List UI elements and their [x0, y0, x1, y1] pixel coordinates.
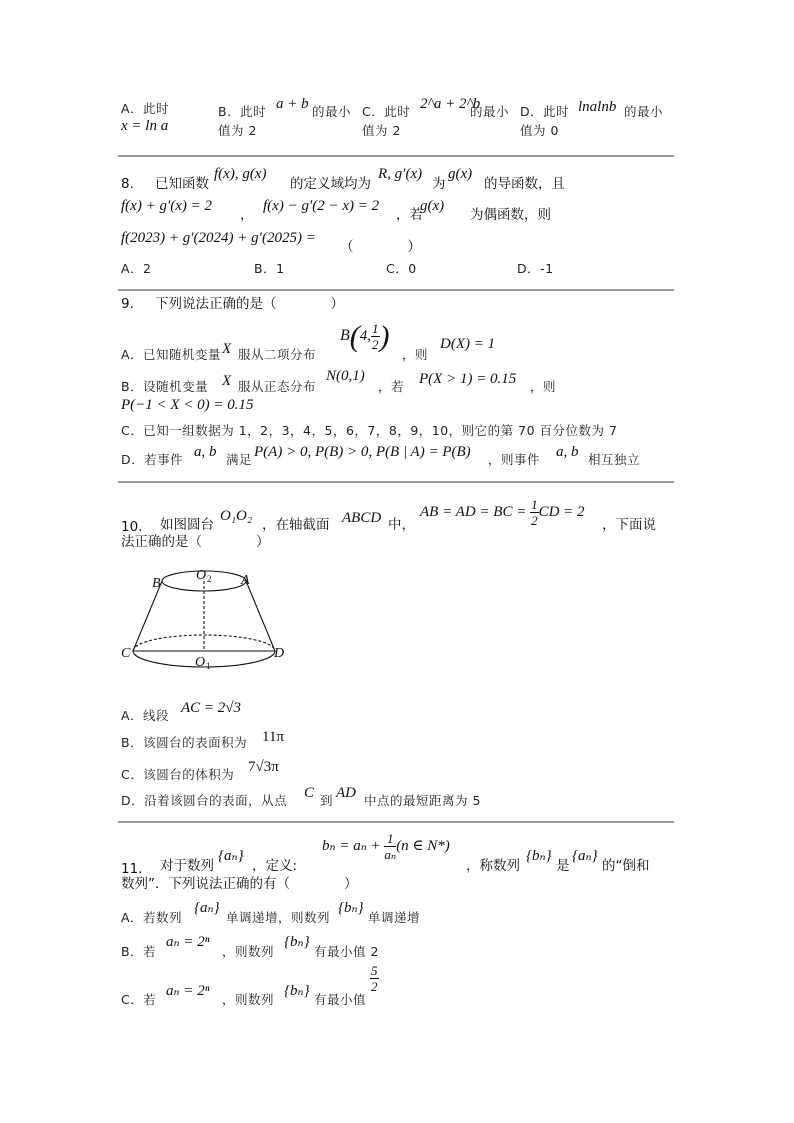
label-d: D	[274, 646, 285, 661]
q7-option-c-line2: 值为 2	[362, 123, 401, 138]
q9-option-d-label: D．若事件	[121, 452, 184, 467]
q11-option-c-text: ，则数列	[222, 992, 275, 1007]
slant-line-right	[246, 581, 275, 651]
q9-option-a-text: ，则	[402, 347, 429, 362]
q9-binomial-fraction: $\frac{1}{2}$	[372, 320, 379, 352]
q9-option-a-math: D(X) = 1	[440, 336, 496, 352]
q10-text: ，下面说	[602, 517, 656, 533]
divider	[118, 821, 674, 823]
label-o2: O	[196, 568, 207, 583]
q11-math: {bₙ}	[526, 848, 552, 864]
q10-equation-left: AB = AD = BC =	[420, 503, 527, 520]
q11-option-c-math: aₙ = 2ⁿ	[166, 983, 210, 999]
frustum-figure	[118, 565, 298, 675]
q8-option-b: B．1	[254, 261, 285, 276]
q9-option-b-label: B．设随机变量	[121, 379, 209, 394]
q10-option-b-math: 11π	[262, 729, 285, 745]
q9-option-b-text: 服从正态分布	[238, 379, 317, 394]
q8-text: ，	[240, 207, 254, 223]
q10-option-d-math: AD	[336, 785, 356, 801]
label-b: B	[152, 576, 161, 591]
q10-text: ，在轴截面	[262, 517, 330, 533]
q9-option-b-text: ，则	[530, 379, 557, 394]
q8-option-a: A．2	[121, 261, 152, 276]
q8-math: f(x) − g′(2 − x) = 2	[263, 198, 380, 214]
q10-option-c-math: 7√3π	[248, 759, 279, 775]
slant-line-left	[133, 581, 162, 651]
q7-option-b-tail: 的最小	[312, 104, 352, 119]
label-o1-subscript: 1	[206, 661, 211, 671]
q8-math: f(x), g(x)	[214, 166, 267, 182]
q7-option-c-math: 2^a + 2^b	[420, 96, 481, 112]
q7-option-c-tail: 的最小	[470, 104, 510, 119]
q9-option-b-text: ，若	[378, 379, 405, 394]
q9-option-b-math: P(−1 < X < 0) = 0.15	[121, 397, 254, 413]
q8-text: 的导函数，且	[484, 176, 565, 192]
q11-option-b-label: B．若	[121, 944, 157, 959]
q10-option-c-label: C．该圆台的体积为	[121, 767, 235, 782]
q8-text: 的定义域均为	[290, 176, 371, 192]
q8-math: g(x)	[420, 198, 445, 214]
q8-math: g(x)	[448, 166, 473, 182]
q10-math	[420, 498, 585, 527]
label-a: A	[241, 573, 250, 588]
q10-option-d-text: 到	[320, 793, 334, 808]
q10-math: O₁O₂	[220, 508, 253, 524]
q8-math: f(2023) + g′(2024) + g′(2025) =	[121, 230, 316, 246]
q9-option-d-math: a, b	[194, 444, 217, 460]
q8-option-d: D．-1	[517, 261, 554, 276]
q9-option-a-label: A．已知随机变量	[121, 347, 222, 362]
q8-option-c: C．0	[386, 261, 417, 276]
q9-option-d-text: 满足	[226, 452, 253, 467]
q9-binomial-args: 4,	[359, 328, 372, 344]
q11-option-a-math: {aₙ}	[194, 900, 220, 916]
q11-definition	[322, 832, 450, 861]
q11-option-c-label: C．若	[121, 992, 157, 1007]
divider	[118, 481, 674, 483]
q11-option-b-text: ，则数列	[222, 944, 275, 959]
q9-option-a-math: B(4, $\frac{1}{2}$ )	[340, 320, 390, 353]
q9-option-c: C．已知一组数据为 1，2，3，4，5，6，7，8，9，10，则它的第 70 百分位数为 7	[121, 423, 618, 438]
q11-option-c-fraction: $\frac{5}{2}$	[371, 963, 378, 994]
label-o2-subscript: 2	[207, 574, 212, 584]
q10-option-a-label: A．线段	[121, 708, 170, 723]
q7-option-d-math: lnalnb	[578, 99, 617, 115]
q10-text: 如图圆台	[160, 517, 214, 533]
q9-binomial-B: B	[340, 327, 350, 344]
q8-number: 8.	[121, 176, 134, 192]
q8-math: f(x) + g′(x) = 2	[121, 198, 212, 214]
q8-answer-paren: （ ）	[340, 239, 421, 255]
q9-option-d-math: a, b	[556, 444, 579, 460]
q11-text: ，称数列	[466, 858, 520, 874]
q9-option-b-math: X	[222, 373, 232, 389]
q7-option-d-line2: 值为 0	[520, 123, 559, 138]
q10-option-d-text: 中点的最短距离为 5	[364, 793, 481, 808]
q9-option-b-math: N(0,1)	[326, 368, 365, 384]
q9-option-d-text: 相互独立	[588, 452, 641, 467]
q11-option-a-math: {bₙ}	[338, 900, 364, 916]
q11-number: 11.	[121, 861, 143, 877]
q9-number: 9.	[121, 296, 134, 312]
q11-definition-right: (n ∈ N*)	[396, 837, 450, 854]
q9-option-d-math: P(A) > 0, P(B) > 0, P(B | A) = P(B)	[254, 444, 471, 460]
q11-text: 数列”．下列说法正确的有（ ）	[121, 876, 358, 892]
q11-option-a-label: A．若数列	[121, 910, 183, 925]
q9-option-b-math: P(X > 1) = 0.15	[419, 371, 517, 387]
q10-equation-fraction: $\frac{1}{2}$	[531, 497, 538, 528]
q7-option-b-label: B．此时	[218, 104, 267, 119]
q10-text: 法正确的是（ ）	[121, 534, 270, 550]
q10-math: ABCD	[342, 510, 382, 526]
q8-text: 为	[432, 176, 446, 192]
q7-option-b-math: a + b	[276, 96, 309, 112]
q7-option-a-label: A．此时	[121, 101, 170, 116]
q9-stem: 下列说法正确的是（ ）	[155, 296, 344, 312]
q9-option-a-math: X	[222, 341, 232, 357]
q11-option-a-text: 单调递增	[368, 910, 421, 925]
q11-option-b-math: {bₙ}	[284, 934, 310, 950]
q11-option-b-math: aₙ = 2ⁿ	[166, 934, 210, 950]
q11-math: {aₙ}	[218, 848, 244, 864]
q10-option-d-label: D．沿着该圆台的表面，从点	[121, 793, 288, 808]
q11-text: ，定义:	[252, 858, 298, 874]
q7-option-a-math: x = ln a	[121, 118, 169, 134]
q8-text: 为偶函数，则	[470, 207, 551, 223]
label-o1: O	[195, 655, 206, 670]
q11-text: 的“倒和	[602, 858, 650, 874]
label-c: C	[121, 646, 131, 661]
q10-option-a-math: AC = 2√3	[181, 700, 242, 716]
q7-option-d-tail: 的最小	[624, 104, 664, 119]
q9-option-a-text: 服从二项分布	[238, 347, 317, 362]
q7-option-c-label: C．此时	[362, 104, 411, 119]
q11-math: {aₙ}	[572, 848, 598, 864]
q11-option-c-text: 有最小值	[314, 992, 367, 1007]
q11-option-a-text: 单调递增，则数列	[226, 910, 331, 925]
q11-definition-fraction: $\frac{1}{\text{aₙ}}$	[384, 831, 397, 862]
divider	[118, 289, 674, 291]
q7-option-d-label: D．此时	[520, 104, 570, 119]
divider	[118, 155, 674, 157]
q8-math: R, g′(x)	[378, 166, 423, 182]
q10-number: 10.	[121, 519, 143, 535]
q11-text: 对于数列	[160, 858, 214, 874]
q10-option-d-math: C	[304, 785, 315, 801]
q10-text: 中，	[388, 517, 415, 533]
q10-equation-right: CD = 2	[538, 503, 585, 520]
q8-text: 已知函数	[155, 176, 209, 192]
q10-option-b-label: B．该圆台的表面积为	[121, 735, 248, 750]
q9-option-d-text: ，则事件	[488, 452, 541, 467]
q8-text: ，若	[396, 207, 423, 223]
q11-option-c-math: {bₙ}	[284, 983, 310, 999]
q11-text: 是	[556, 858, 570, 874]
q11-option-b-text: 有最小值 2	[314, 944, 379, 959]
q7-option-b-line2: 值为 2	[218, 123, 257, 138]
q11-definition-left: bₙ = aₙ +	[322, 837, 381, 854]
